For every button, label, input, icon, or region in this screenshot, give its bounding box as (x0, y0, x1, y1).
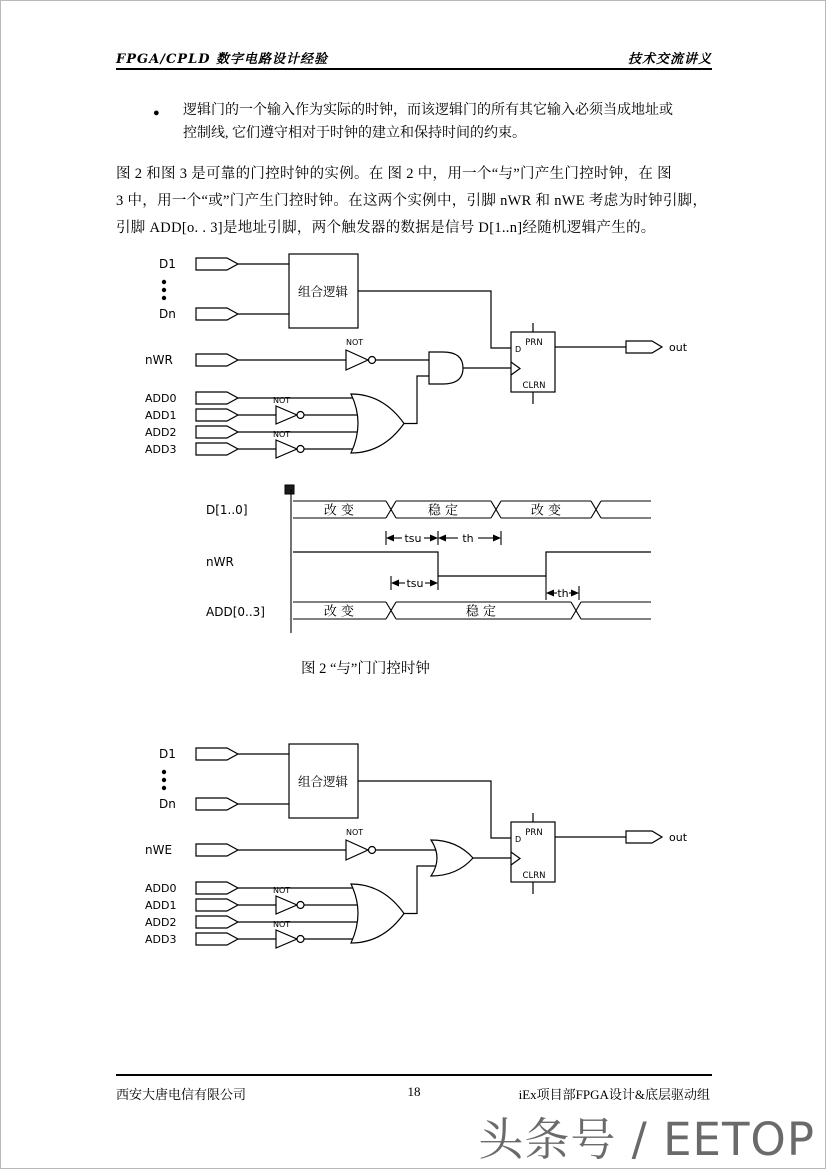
th-label-1: th (462, 532, 474, 545)
ff-prn-label: PRN (525, 828, 543, 838)
logic-box-label: 组合逻辑 (297, 774, 349, 789)
not-gate-add1 (276, 406, 297, 424)
para-line-1: 图 2 和图 3 是可靠的门控时钟的实例。在 图 2 中，用一个“与”门产生门控时钟，在 图 (116, 166, 672, 182)
pin-label-add3: ADD3 (145, 933, 177, 946)
not-gate-clk (346, 840, 368, 860)
input-pin-nwr (196, 354, 238, 366)
header-title: FPGA/CPLD 数字电路设计经验 (116, 52, 329, 67)
bullet-line-2: 控制线, 它们遵守相对于时钟的建立和保持时间的约束。 (183, 126, 526, 141)
not-gate-add1 (276, 896, 297, 914)
pin-label-add2: ADD2 (145, 426, 177, 439)
not-bubble (369, 847, 376, 854)
or-gate-address (351, 884, 404, 943)
bullet-text (183, 99, 673, 145)
header-rule (116, 68, 712, 70)
segment-label: 稳 定 (465, 604, 497, 620)
pin-label-add3: ADD3 (145, 443, 177, 456)
not-bubble (297, 936, 304, 943)
timing-diagram (181, 481, 681, 641)
bullet-line-1: 逻辑门的一个输入作为实际的时钟，而该逻辑门的所有其它输入必须当成地址或 (183, 103, 673, 118)
ff-d-label: D (515, 345, 522, 354)
pin-label-nwr: nWR (145, 353, 173, 367)
pin-label-add0: ADD0 (145, 882, 177, 895)
bullet-paragraph (153, 99, 715, 145)
pin-label-d1: D1 (159, 257, 176, 271)
not-gate-add3 (276, 440, 297, 458)
para-line-2: 3 中，用一个“或”门产生门控时钟。在这两个实例中，引脚 nWR 和 nWE 考虑为时钟引脚， (116, 193, 708, 209)
footer-rule (116, 1074, 712, 1076)
input-pin-dn (196, 308, 238, 320)
segment-label: 改 变 (530, 503, 562, 519)
circuit-diagram-or-gate (101, 736, 721, 966)
pin-label-add2: ADD2 (145, 916, 177, 929)
input-pin-add2 (196, 426, 238, 438)
footer-company: 西安大唐电信有限公司 (116, 1087, 247, 1102)
segment-label: 改 变 (323, 604, 355, 620)
input-pin-add0 (196, 882, 238, 894)
input-pin-add1 (196, 409, 238, 421)
watermark-text: 头条号 / EETOP (478, 1113, 815, 1166)
not-bubble (297, 902, 304, 909)
page-header (116, 48, 712, 67)
input-pin-d1 (196, 258, 238, 270)
segment-label: 改 变 (323, 503, 355, 519)
not-label: NOT (273, 430, 291, 439)
bullet-marker: ● (153, 107, 160, 119)
pin-label-out: out (669, 341, 688, 354)
not-label: NOT (346, 338, 364, 347)
ff-prn-label: PRN (525, 338, 543, 348)
input-pin-dn (196, 798, 238, 810)
figure-2-caption: 图 2 “与”门门控时钟 (301, 661, 430, 677)
nwr-waveform (293, 552, 651, 576)
ellipsis-dots (162, 770, 166, 790)
output-pin-out (626, 341, 662, 353)
input-pin-add3 (196, 443, 238, 455)
or-gate-main (431, 840, 473, 876)
tsu-label-2: tsu (406, 577, 424, 590)
not-gate-add3 (276, 930, 297, 948)
not-bubble (369, 357, 376, 364)
or-gate-address (351, 394, 404, 453)
body-paragraph (116, 161, 716, 242)
not-label: NOT (273, 396, 291, 405)
not-label: NOT (346, 828, 364, 837)
pin-label-add1: ADD1 (145, 899, 177, 912)
pin-label-d1: D1 (159, 747, 176, 761)
and-gate (429, 352, 463, 384)
segment-label: 稳 定 (427, 503, 459, 519)
circuit-diagram-and-gate (101, 246, 721, 476)
input-pin-d1 (196, 748, 238, 760)
footer-group: iEx项目部FPGA设计&底层驱动组 (518, 1087, 710, 1102)
pin-label-dn: Dn (159, 307, 176, 321)
signal-label-nwr: nWR (206, 555, 234, 569)
footer-page-number: 18 (407, 1084, 421, 1099)
timing-handle (285, 485, 294, 494)
ff-clrn-label: CLRN (522, 381, 546, 391)
output-pin-out (626, 831, 662, 843)
pin-label-add0: ADD0 (145, 392, 177, 405)
pin-label-add1: ADD1 (145, 409, 177, 422)
input-pin-add1 (196, 899, 238, 911)
not-label: NOT (273, 886, 291, 895)
tsu-label-1: tsu (404, 532, 422, 545)
not-bubble (297, 446, 304, 453)
signal-label-add: ADD[0..3] (206, 605, 265, 619)
input-pin-add3 (196, 933, 238, 945)
header-subtitle: 技术交流讲义 (627, 52, 712, 67)
not-label: NOT (273, 920, 291, 929)
pin-label-dn: Dn (159, 797, 176, 811)
not-bubble (297, 412, 304, 419)
para-line-3: 引脚 ADD[o. . 3]是地址引脚，两个触发器的数据是信号 D[1..n]经随机逻辑产生的。 (116, 220, 656, 236)
ff-clrn-label: CLRN (522, 871, 546, 881)
input-pin-add2 (196, 916, 238, 928)
signal-label-d: D[1..0] (206, 503, 248, 517)
pin-label-out: out (669, 831, 688, 844)
ellipsis-dots (162, 280, 166, 300)
input-pin-nwe (196, 844, 238, 856)
th-label-2: th (557, 587, 569, 600)
logic-box-label: 组合逻辑 (297, 284, 349, 299)
ff-d-label: D (515, 835, 522, 844)
not-gate-clk (346, 350, 368, 370)
pin-label-nwe: nWE (145, 843, 173, 857)
input-pin-add0 (196, 392, 238, 404)
